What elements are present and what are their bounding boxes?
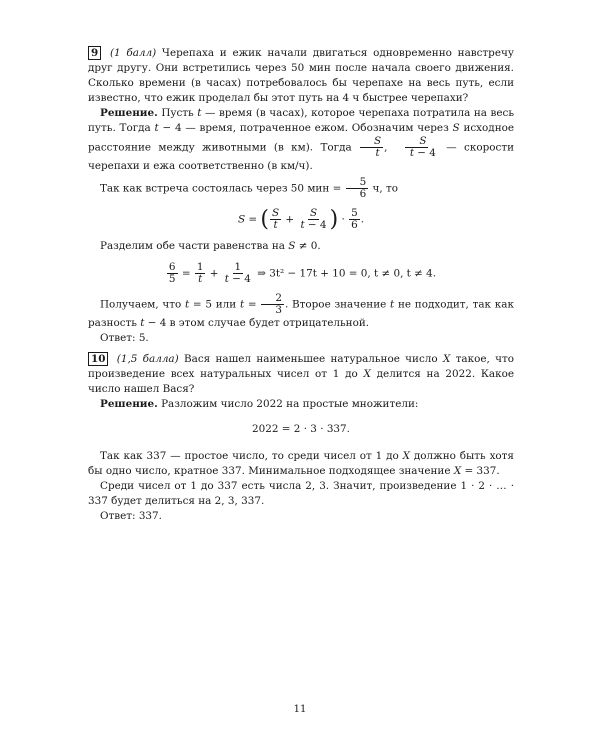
problem-9-solution-label: Решение. [100, 107, 158, 119]
problem-9-text: Черепаха и ежик начали двигаться одновременно навстречу друг другу. Они встретились через 50 мин после начала своего движения. Сколько времени (в часах) потребовалось бы черепахе на весь путь, если известно, что ежик проделал бы этот путь на 4 ч быстрее черепахи? [88, 47, 514, 104]
problem-10-solution-label: Решение. [100, 398, 158, 410]
equation-factorization: 2022 = 2 · 3 · 337. [252, 423, 350, 435]
problem-9-answer: Ответ: 5. [100, 332, 149, 344]
problem-9-solution-p1: Решение. Пусть t — время (в часах), которое черепаха потратила на весь путь. Тогда t − 4 — время, потраченное ежом. Обозначим через S исходное расстояние между животными (в км). Тогда $\frac{S}{t}$ , $\frac{S}{t - 4}$ — скорости черепахи и ежа соответственно (в км/ч). [88, 107, 515, 172]
problem-10-solution-p2: Так как 337 — простое число, то среди чисел от 1 до X должно быть хотя бы одно число, кратное 337. Минимальное подходящее значение X = 337. [88, 450, 514, 477]
problem-10-number: 10 [88, 352, 108, 366]
problem-10-statement: 10 (1,5 балла) Вася нашел наименьшее натуральное число X такое, что произведение всех натуральных чисел от 1 до X делится на 2022. Какое число нашел Вася? [88, 353, 515, 395]
document-page [88, 46, 514, 524]
problem-9-solution-p3: Разделим обе части равенства на S ≠ 0. [100, 240, 321, 252]
problem-9-solution-p2: Так как встреча состоялась через 50 мин = $\frac{5}{6}$ ч, то [100, 176, 399, 200]
problem-10-answer: Ответ: 337. [100, 510, 162, 522]
fraction-s-over-t-minus-4: $\frac{S}{t - 4}$ [396, 136, 438, 159]
page-number: 11 [293, 704, 307, 715]
fraction-s-over-t: $\frac{S}{t}$ [360, 136, 383, 159]
problem-9-solution-p4: Получаем, что t = 5 или t = $\frac{2}{3}$ . Второе значение t не подходит, так как разность t − 4 в этом случае будет отрицательной. [88, 292, 514, 329]
problem-10-solution-p3: Среди чисел от 1 до 337 есть числа 2, 3. Значит, произведение 1 · 2 · … · 337 будет делиться на 2, 3, 337. [88, 480, 514, 507]
problem-10-solution-p1: Решение. Разложим число 2022 на простые множители: [100, 398, 419, 410]
equation-distance: S = ( $\frac{S}{t}$ + $\frac{S}{t - 4}$ ) · $\frac{5}{6}$ . [237, 207, 365, 232]
problem-9-points: (1 балл) [109, 47, 157, 59]
equation-quadratic: $\frac{6}{5}$ = $\frac{1}{t}$ + $\frac{1}{t - 4}$ ⇒ 3t² − 17t + 10 = 0, t ≠ 0, t ≠ 4. [168, 261, 437, 285]
problem-9-number: 9 [88, 46, 101, 60]
problem-10-points: (1,5 балла) [116, 353, 179, 365]
problem-9-statement [88, 46, 514, 106]
